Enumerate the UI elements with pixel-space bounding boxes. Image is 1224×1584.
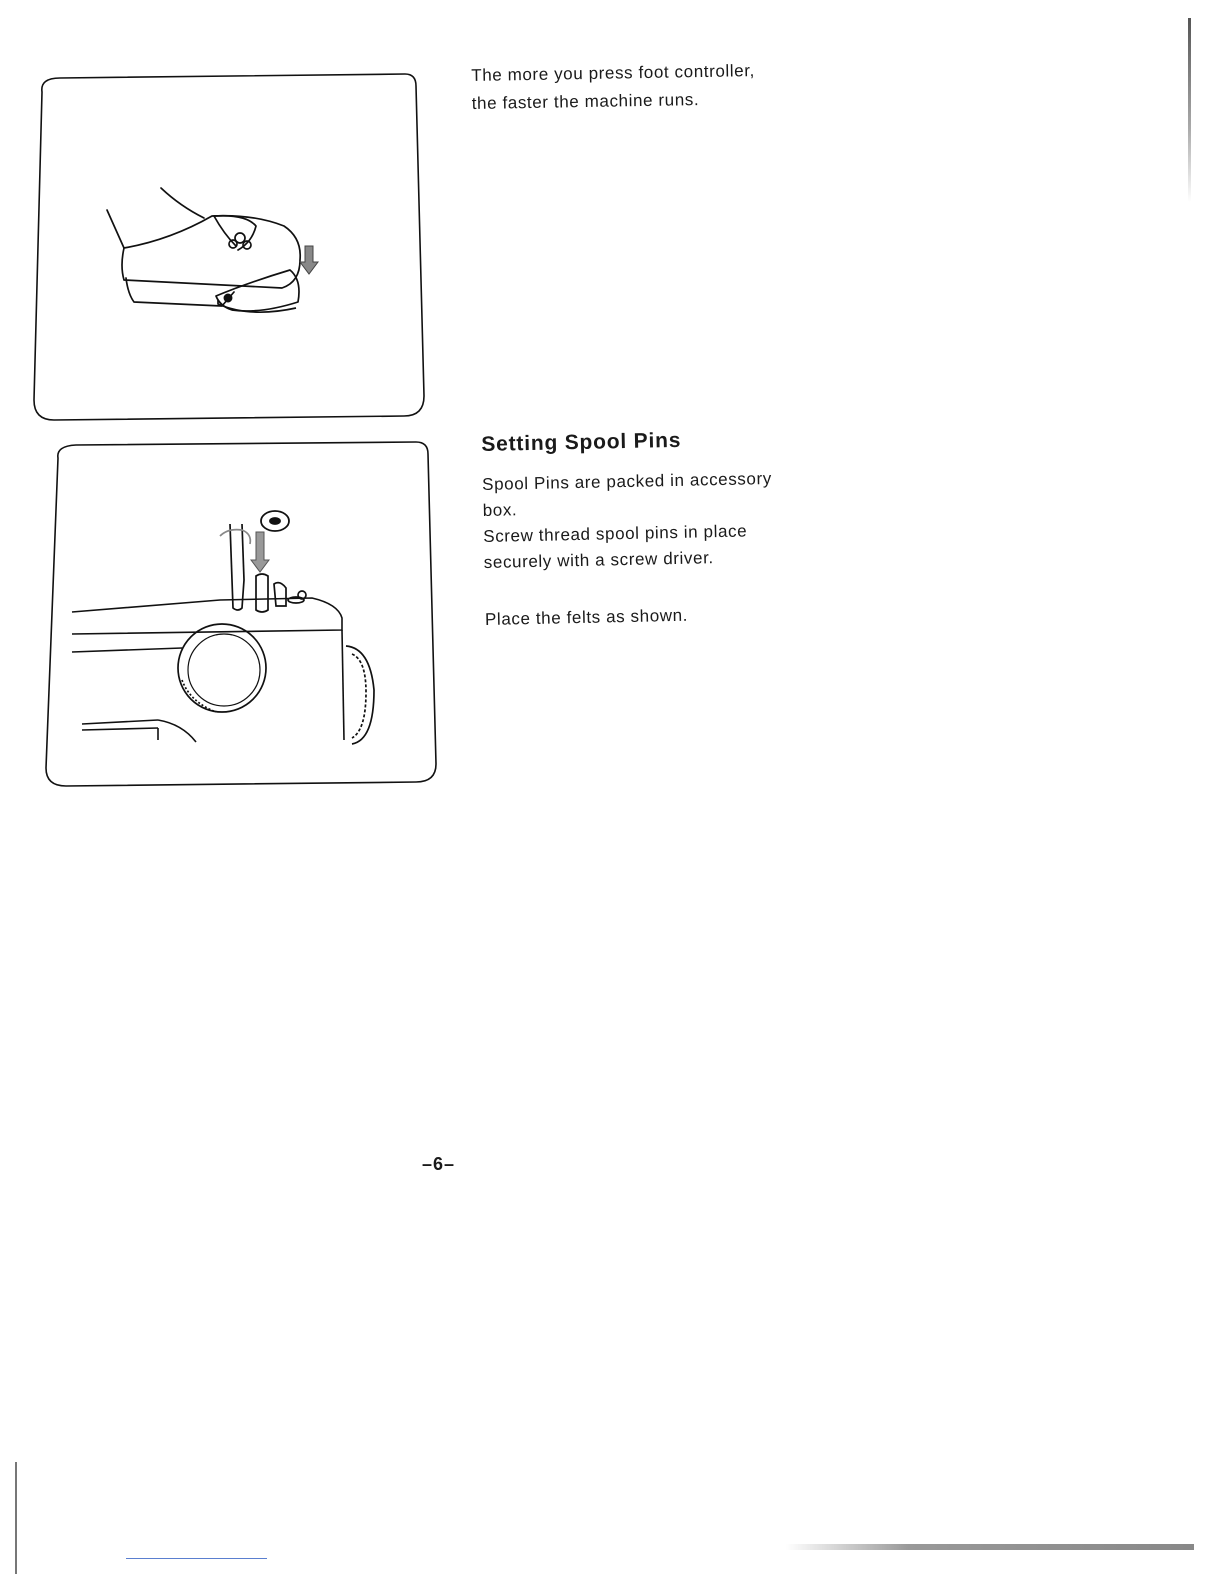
scan-edge-right [1188,18,1191,202]
foot-text-line-1: The more you press foot controller, [471,61,756,85]
down-arrow-icon [251,532,269,572]
spool-pins-illustration [30,440,445,795]
section-heading: Setting Spool Pins [481,428,682,456]
foot-controller-text [471,57,756,118]
spool-pin-icon [256,574,306,612]
machine-body [72,598,344,742]
spool-text-line-4: securely with a screw driver. [483,548,714,572]
spool-text-line-2: box. [482,500,518,520]
felts-note: Place the felts as shown. [484,605,689,629]
spool-text-line-1: Spool Pins are packed in accessory [481,468,773,494]
spool-text-line-3: Screw thread spool pins in place [483,521,748,546]
scan-edge-left [15,1462,17,1574]
pedal-icon [216,270,299,312]
page-number: –6– [422,1154,456,1174]
shoe-icon [107,188,300,306]
foot-text-line-2: the faster the machine runs. [471,90,700,113]
tension-dial [178,624,266,712]
screwdriver-icon [220,524,250,610]
down-arrow-icon [300,246,318,274]
scan-underline [126,1558,267,1559]
felt-washer-icon [261,511,289,531]
handwheel-icon [346,646,374,744]
foot-controller-illustration [20,70,435,430]
scan-edge-bottom [786,1544,1194,1550]
spool-pins-section [481,422,775,634]
spool-instructions [482,466,774,576]
